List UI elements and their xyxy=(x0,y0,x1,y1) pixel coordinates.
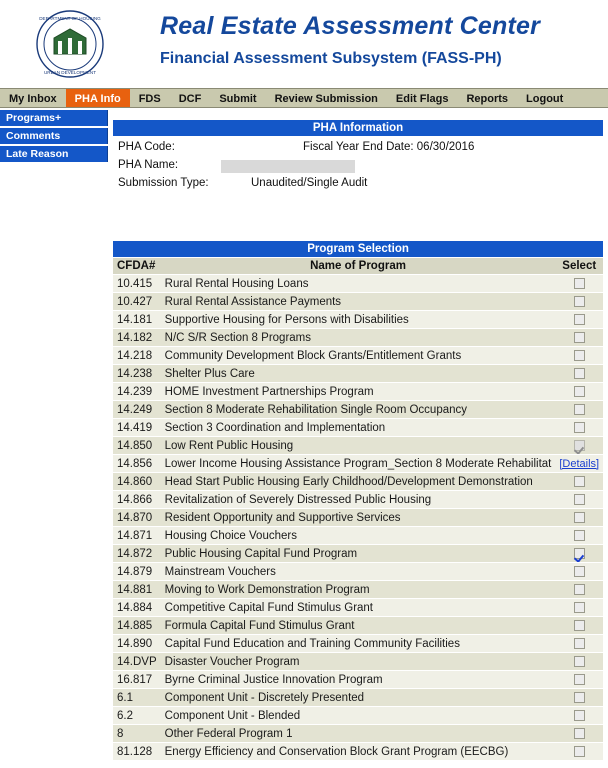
cell-cfda: 14.872 xyxy=(113,545,161,563)
table-header-row xyxy=(113,258,603,275)
cell-program-name: N/C S/R Section 8 Programs xyxy=(161,329,556,347)
cell-select xyxy=(555,473,603,491)
page-title: Real Estate Assessment Center xyxy=(160,12,541,40)
program-checkbox[interactable] xyxy=(574,710,585,721)
main-navigation xyxy=(0,88,608,108)
cell-program-name: Competitive Capital Fund Stimulus Grant xyxy=(161,599,556,617)
cell-select xyxy=(555,491,603,509)
table-row xyxy=(113,725,603,743)
table-row xyxy=(113,617,603,635)
program-checkbox[interactable] xyxy=(574,494,585,505)
cell-select xyxy=(555,365,603,383)
program-checkbox[interactable] xyxy=(574,620,585,631)
rail-item-programs[interactable]: Programs+ xyxy=(0,110,108,126)
cell-select xyxy=(555,455,603,473)
cell-program-name: Mainstream Vouchers xyxy=(161,563,556,581)
submission-type-label: Submission Type: xyxy=(118,177,209,189)
cell-cfda: 14.249 xyxy=(113,401,161,419)
cell-program-name: Resident Opportunity and Supportive Services xyxy=(161,509,556,527)
program-checkbox[interactable] xyxy=(574,656,585,667)
cell-cfda: 14.DVP xyxy=(113,653,161,671)
pha-code-row xyxy=(113,141,603,159)
cell-select xyxy=(555,635,603,653)
program-checkbox[interactable] xyxy=(574,386,585,397)
app-title-block xyxy=(160,12,540,68)
page-header xyxy=(0,0,608,88)
table-row xyxy=(113,275,603,293)
cell-select xyxy=(555,707,603,725)
table-row xyxy=(113,401,603,419)
cell-program-name: Capital Fund Education and Training Community Facilities xyxy=(161,635,556,653)
cell-cfda: 81.128 xyxy=(113,743,161,761)
program-checkbox[interactable] xyxy=(574,638,585,649)
cell-program-name: Other Federal Program 1 xyxy=(161,725,556,743)
cell-cfda: 14.182 xyxy=(113,329,161,347)
rail-item-comments[interactable]: Comments xyxy=(0,128,108,144)
table-row xyxy=(113,527,603,545)
program-checkbox[interactable] xyxy=(574,512,585,523)
nav-item-my-inbox[interactable]: My Inbox xyxy=(9,93,57,105)
cell-cfda: 14.181 xyxy=(113,311,161,329)
program-checkbox[interactable] xyxy=(574,278,585,289)
table-row xyxy=(113,671,603,689)
svg-text:URBAN DEVELOPMENT: URBAN DEVELOPMENT xyxy=(43,70,97,75)
program-checkbox[interactable] xyxy=(574,314,585,325)
table-row xyxy=(113,455,603,473)
table-row xyxy=(113,347,603,365)
cell-select xyxy=(555,329,603,347)
cell-select xyxy=(555,581,603,599)
table-row xyxy=(113,311,603,329)
pha-information-body xyxy=(113,136,603,194)
cell-select xyxy=(555,311,603,329)
cell-program-name: Disaster Voucher Program xyxy=(161,653,556,671)
nav-item-review-submission[interactable]: Review Submission xyxy=(274,93,378,105)
submission-type-row xyxy=(113,177,603,195)
cell-select xyxy=(555,527,603,545)
nav-item-dcf[interactable]: DCF xyxy=(178,93,202,105)
program-checkbox-checked[interactable] xyxy=(574,548,585,559)
cell-cfda: 14.871 xyxy=(113,527,161,545)
program-selection-panel xyxy=(113,241,603,761)
cell-program-name: Housing Choice Vouchers xyxy=(161,527,556,545)
page-subtitle: Financial Assessment Subsystem (FASS-PH) xyxy=(160,50,502,67)
cell-cfda: 14.860 xyxy=(113,473,161,491)
nav-item-fds[interactable]: FDS xyxy=(138,93,161,105)
table-row xyxy=(113,329,603,347)
table-row xyxy=(113,383,603,401)
cell-cfda: 14.881 xyxy=(113,581,161,599)
program-checkbox[interactable] xyxy=(574,332,585,343)
program-checkbox[interactable] xyxy=(574,404,585,415)
cell-program-name: Low Rent Public Housing xyxy=(161,437,556,455)
program-checkbox[interactable] xyxy=(574,530,585,541)
cell-cfda: 14.879 xyxy=(113,563,161,581)
table-row xyxy=(113,581,603,599)
table-row xyxy=(113,473,603,491)
program-checkbox[interactable] xyxy=(574,692,585,703)
cell-program-name: Formula Capital Fund Stimulus Grant xyxy=(161,617,556,635)
cell-cfda: 14.866 xyxy=(113,491,161,509)
table-row xyxy=(113,599,603,617)
nav-item-edit-flags[interactable]: Edit Flags xyxy=(395,93,449,105)
cell-select xyxy=(555,617,603,635)
cell-program-name: Revitalization of Severely Distressed Public Housing xyxy=(161,491,556,509)
nav-item-logout[interactable]: Logout xyxy=(526,93,564,105)
cell-cfda: 6.2 xyxy=(113,707,161,725)
column-header-cfda: CFDA# xyxy=(113,258,161,275)
cell-select xyxy=(555,725,603,743)
pha-name-field[interactable] xyxy=(221,160,355,173)
fiscal-year-end-value: Fiscal Year End Date: 06/30/2016 xyxy=(303,141,475,153)
cell-select xyxy=(555,563,603,581)
cell-program-name: Component Unit - Blended xyxy=(161,707,556,725)
pha-information-title: PHA Information xyxy=(113,120,603,136)
details-link[interactable]: [Details] xyxy=(559,457,600,470)
cell-cfda: 14.856 xyxy=(113,455,161,473)
table-row xyxy=(113,689,603,707)
program-checkbox[interactable] xyxy=(574,746,585,757)
cell-select xyxy=(555,653,603,671)
table-row xyxy=(113,293,603,311)
cell-program-name: Byrne Criminal Justice Innovation Program xyxy=(161,671,556,689)
program-checkbox[interactable] xyxy=(574,584,585,595)
cell-program-name: Section 3 Coordination and Implementation xyxy=(161,419,556,437)
cell-cfda: 14.885 xyxy=(113,617,161,635)
cell-select xyxy=(555,419,603,437)
column-header-select: Select xyxy=(555,258,603,275)
cell-select xyxy=(555,509,603,527)
program-checkbox[interactable] xyxy=(574,674,585,685)
cell-cfda: 14.850 xyxy=(113,437,161,455)
program-checkbox[interactable] xyxy=(574,602,585,613)
program-checkbox[interactable] xyxy=(574,566,585,577)
program-checkbox[interactable] xyxy=(574,476,585,487)
cell-select xyxy=(555,671,603,689)
table-row xyxy=(113,509,603,527)
table-row xyxy=(113,419,603,437)
pha-information-panel xyxy=(113,120,603,194)
cell-select xyxy=(555,401,603,419)
cell-select xyxy=(555,599,603,617)
program-checkbox[interactable] xyxy=(574,728,585,739)
side-rail xyxy=(0,110,108,164)
cell-program-name: Component Unit - Discretely Presented xyxy=(161,689,556,707)
cell-cfda: 14.239 xyxy=(113,383,161,401)
program-checkbox[interactable] xyxy=(574,350,585,361)
program-checkbox[interactable] xyxy=(574,368,585,379)
table-row xyxy=(113,563,603,581)
table-row xyxy=(113,635,603,653)
cell-program-name: Supportive Housing for Persons with Disabilities xyxy=(161,311,556,329)
cell-cfda: 16.817 xyxy=(113,671,161,689)
cell-select xyxy=(555,545,603,563)
table-row xyxy=(113,653,603,671)
cell-cfda: 14.884 xyxy=(113,599,161,617)
cell-program-name: Rural Rental Housing Loans xyxy=(161,275,556,293)
program-checkbox[interactable] xyxy=(574,296,585,307)
column-header-name: Name of Program xyxy=(161,258,556,275)
nav-item-reports[interactable]: Reports xyxy=(466,93,509,105)
cell-program-name: Lower Income Housing Assistance Program_Section 8 Moderate Rehabilitat xyxy=(161,455,556,473)
nav-item-submit[interactable]: Submit xyxy=(219,93,257,105)
nav-item-pha-info[interactable]: PHA Info xyxy=(66,89,130,107)
cell-cfda: 10.415 xyxy=(113,275,161,293)
cell-cfda: 14.218 xyxy=(113,347,161,365)
cell-program-name: Head Start Public Housing Early Childhood/Development Demonstration xyxy=(161,473,556,491)
rail-item-late-reason[interactable]: Late Reason xyxy=(0,146,108,162)
cell-program-name: Shelter Plus Care xyxy=(161,365,556,383)
cell-program-name: Public Housing Capital Fund Program xyxy=(161,545,556,563)
cell-cfda: 10.427 xyxy=(113,293,161,311)
cell-program-name: Rural Rental Assistance Payments xyxy=(161,293,556,311)
cell-cfda: 14.890 xyxy=(113,635,161,653)
cell-program-name: Section 8 Moderate Rehabilitation Single Room Occupancy xyxy=(161,401,556,419)
hud-seal-logo xyxy=(24,8,116,80)
table-row xyxy=(113,545,603,563)
cell-select xyxy=(555,689,603,707)
cell-cfda: 14.419 xyxy=(113,419,161,437)
table-row xyxy=(113,743,603,761)
table-row xyxy=(113,437,603,455)
cell-select xyxy=(555,383,603,401)
cell-select xyxy=(555,437,603,455)
pha-name-label: PHA Name: xyxy=(118,159,179,171)
cell-cfda: 14.238 xyxy=(113,365,161,383)
table-row xyxy=(113,707,603,725)
program-checkbox[interactable] xyxy=(574,422,585,433)
table-row xyxy=(113,491,603,509)
pha-name-row xyxy=(113,159,603,177)
program-checkbox-checked-disabled xyxy=(574,440,585,451)
svg-text:DEPARTMENT OF HOUSING: DEPARTMENT OF HOUSING xyxy=(39,16,101,21)
cell-cfda: 8 xyxy=(113,725,161,743)
table-row xyxy=(113,365,603,383)
cell-cfda: 6.1 xyxy=(113,689,161,707)
cell-select xyxy=(555,743,603,761)
cell-program-name: Community Development Block Grants/Entitlement Grants xyxy=(161,347,556,365)
cell-select xyxy=(555,293,603,311)
program-selection-body xyxy=(113,275,603,761)
cell-program-name: Energy Efficiency and Conservation Block Grant Program (EECBG) xyxy=(161,743,556,761)
cell-program-name: Moving to Work Demonstration Program xyxy=(161,581,556,599)
program-selection-title: Program Selection xyxy=(113,241,603,257)
cell-select xyxy=(555,347,603,365)
pha-code-label: PHA Code: xyxy=(118,141,175,153)
cell-select xyxy=(555,275,603,293)
submission-type-value: Unaudited/Single Audit xyxy=(251,177,368,189)
program-selection-table xyxy=(113,241,603,761)
cell-cfda: 14.870 xyxy=(113,509,161,527)
cell-program-name: HOME Investment Partnerships Program xyxy=(161,383,556,401)
